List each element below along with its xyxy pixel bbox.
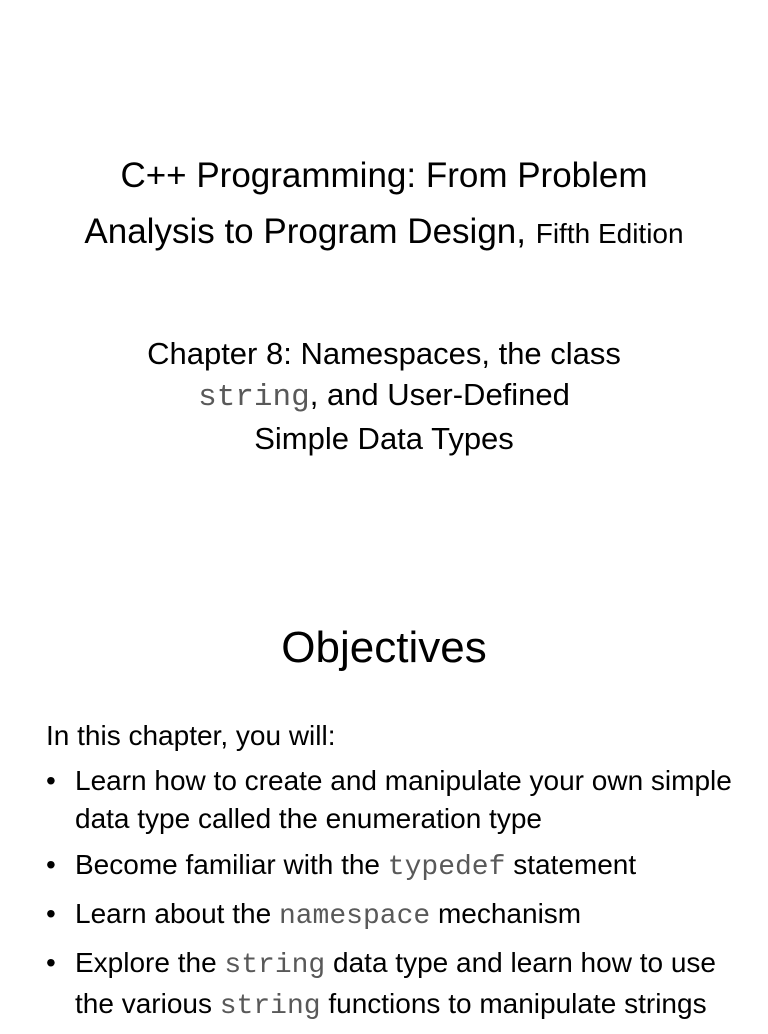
objective-text-middle: data type and learn how to use the various	[75, 947, 716, 1019]
objective-text: Learn how to create and manipulate your own simple data type called the enumeration type	[75, 765, 732, 834]
objective-text-end: functions to manipulate strings	[320, 988, 707, 1019]
chapter-title-line-3: Simple Data Types	[254, 421, 514, 456]
chapter-title-line-2	[0, 374, 768, 418]
code-string-2: string	[219, 991, 321, 1022]
objectives-list	[46, 762, 746, 1034]
objective-text: Learn about the	[75, 898, 279, 929]
objective-item	[46, 762, 746, 838]
objective-text-end: mechanism	[430, 898, 582, 929]
edition-label: Fifth Edition	[535, 218, 684, 249]
title-slide	[0, 0, 768, 512]
objective-text: Become familiar with the	[75, 849, 388, 880]
chapter-code-string: string	[198, 380, 310, 415]
code-string: string	[224, 950, 326, 981]
objectives-intro: In this chapter, you will:	[46, 720, 336, 751]
chapter-title-line-2-text: , and User-Defined	[309, 377, 570, 412]
book-title-line-1: C++ Programming: From Problem	[120, 156, 648, 195]
objective-text-end: statement	[505, 849, 637, 880]
book-title-line-2-text: Analysis to Program Design,	[84, 212, 526, 251]
objectives-heading: Objectives	[281, 623, 487, 672]
objective-item	[46, 846, 746, 887]
code-typedef: typedef	[387, 852, 506, 883]
bullet-icon: •	[46, 898, 56, 929]
chapter-title-line-1: Chapter 8: Namespaces, the class	[147, 336, 621, 371]
bullet-icon: •	[46, 947, 56, 978]
objective-text: Explore the	[75, 947, 225, 978]
objectives-slide	[0, 512, 768, 1024]
code-namespace: namespace	[278, 901, 431, 932]
book-title	[0, 148, 768, 262]
bullet-icon: •	[46, 765, 56, 796]
book-title-line-2	[0, 204, 768, 262]
objective-item	[46, 895, 746, 936]
chapter-title	[0, 333, 768, 459]
objective-item	[46, 944, 746, 1026]
bullet-icon: •	[46, 849, 56, 880]
